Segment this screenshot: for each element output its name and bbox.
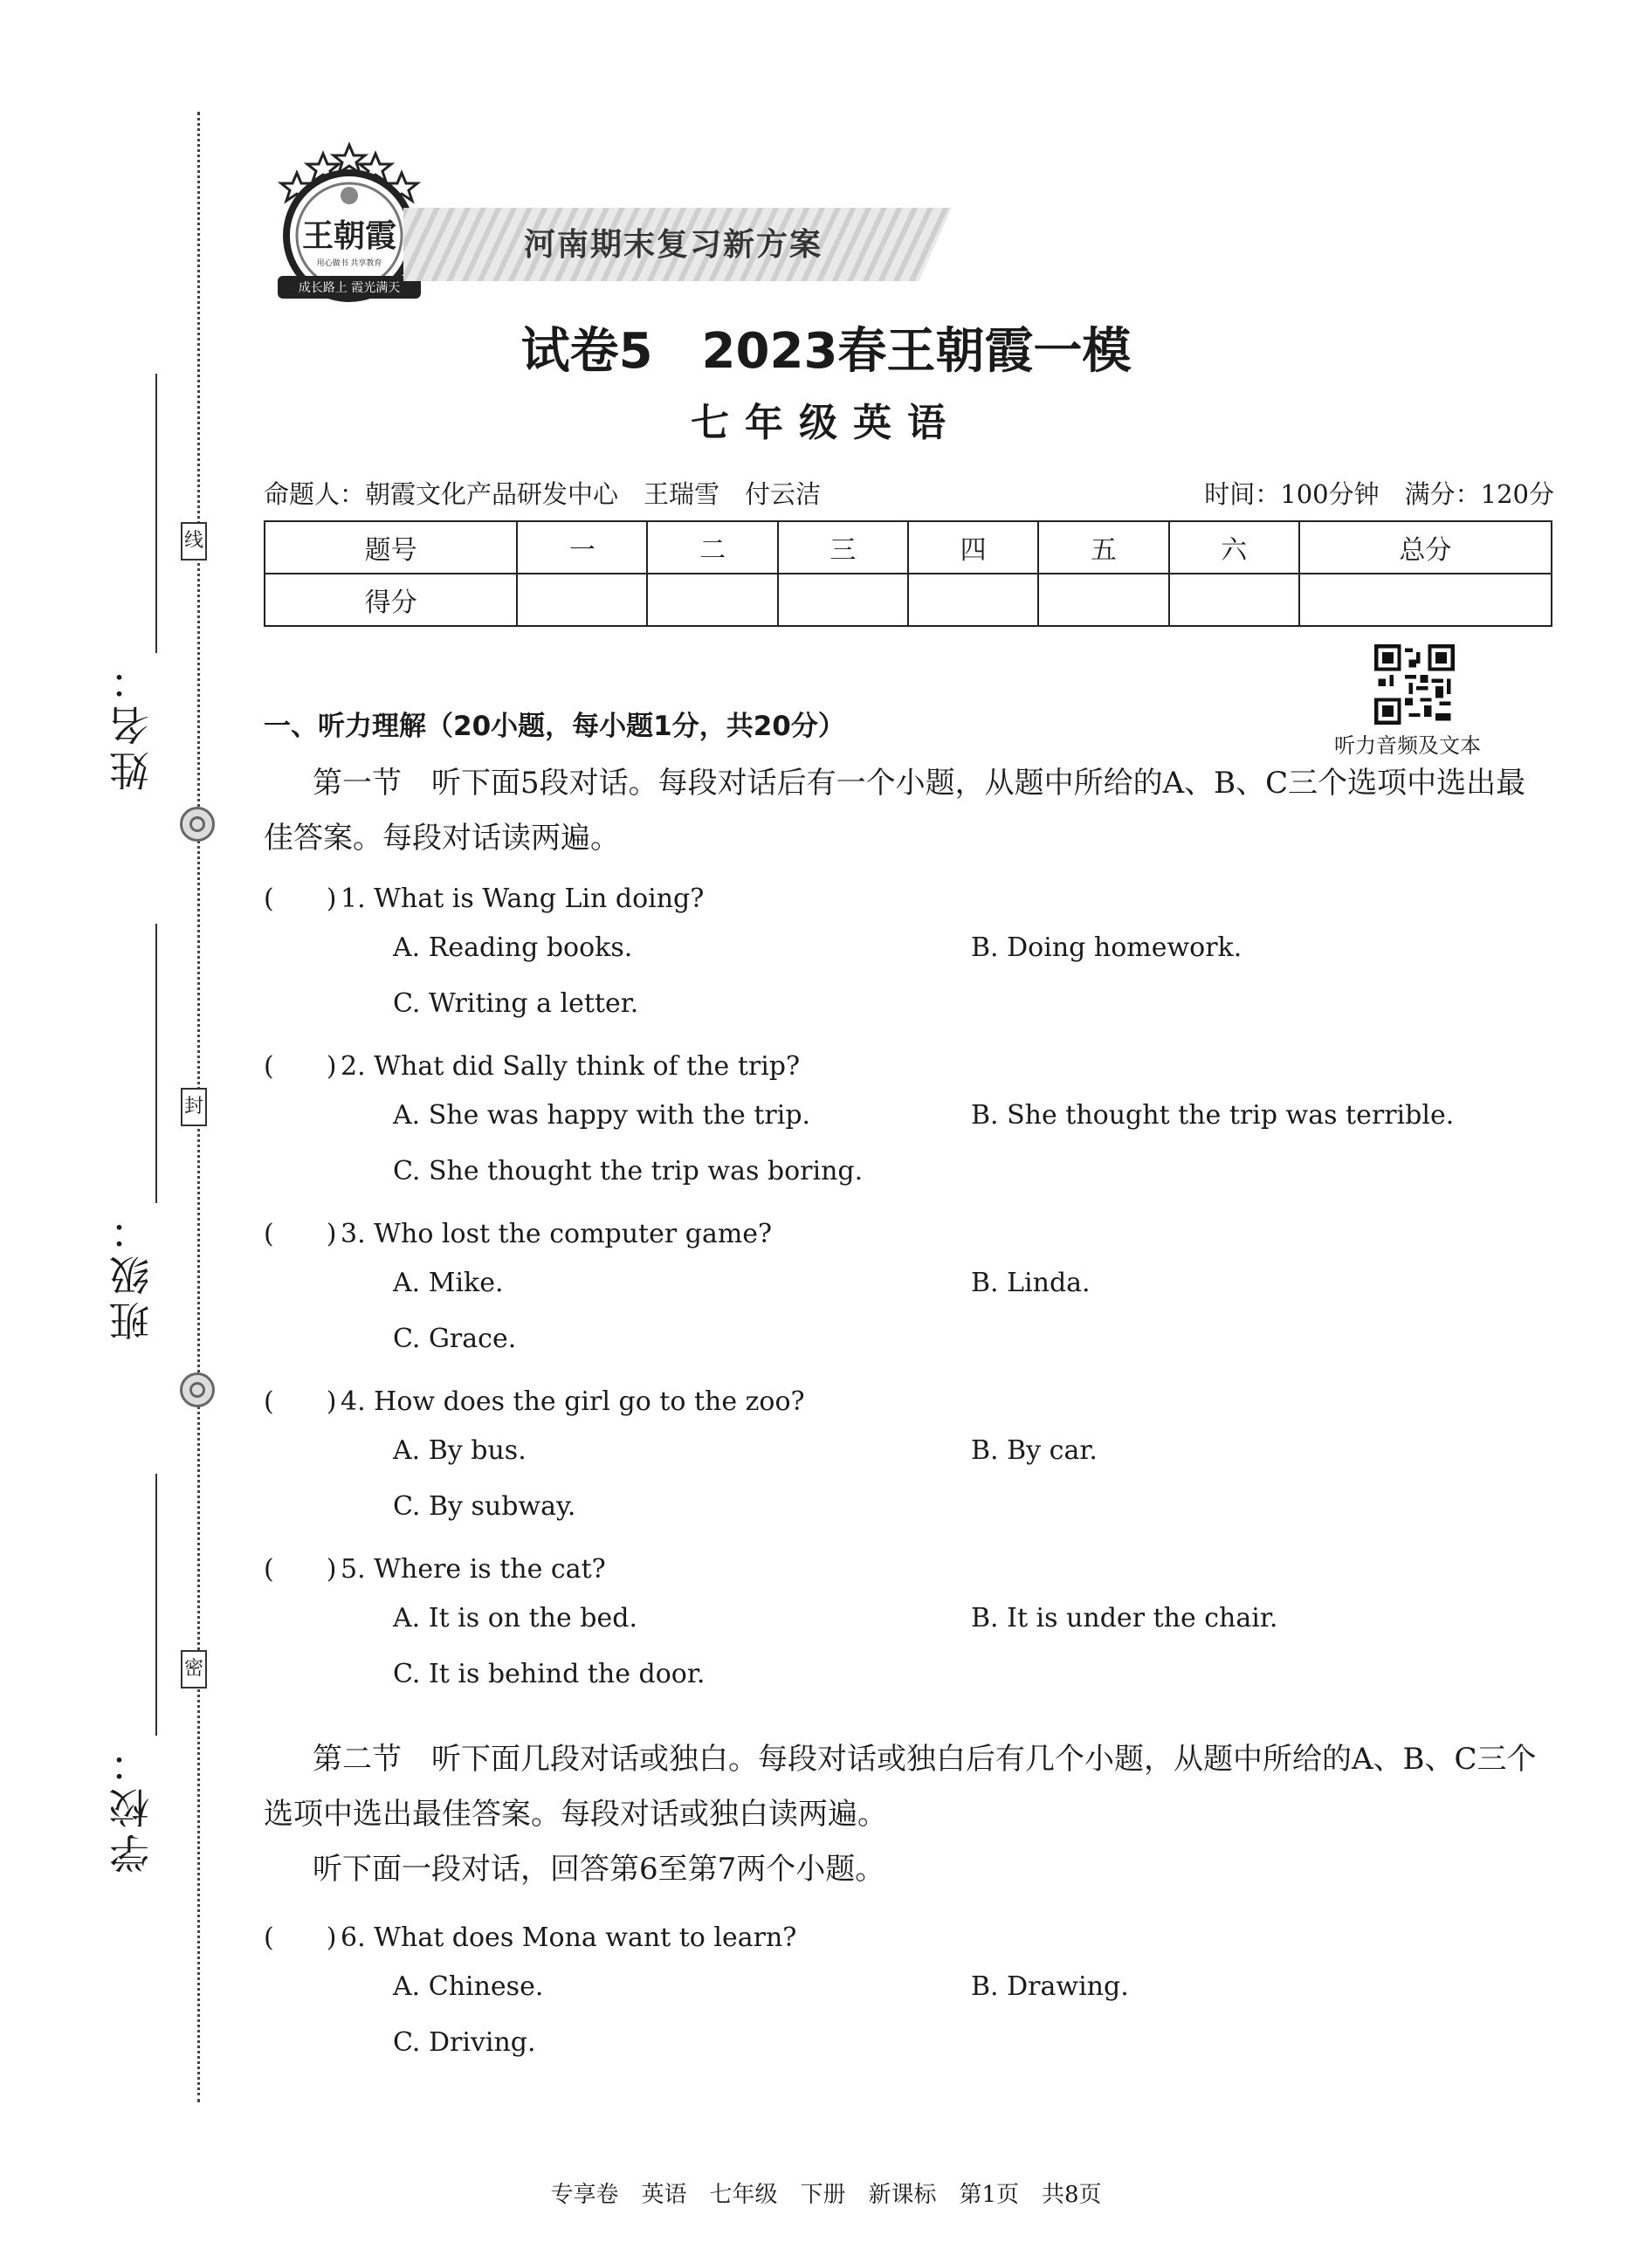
option-c[interactable]: C. It is behind the door. xyxy=(393,1659,706,1689)
svg-text:王朝霞: 王朝霞 xyxy=(301,217,397,254)
score-entry-cell[interactable] xyxy=(778,574,908,626)
class-label: 班级： xyxy=(108,1205,155,1341)
score-header-cell: 题号 xyxy=(265,521,517,574)
answer-blank[interactable]: ( ) xyxy=(264,1554,337,1585)
binding-ornament-icon xyxy=(180,807,215,842)
score-header-cell: 五 xyxy=(1038,521,1168,574)
binding-ornament-icon xyxy=(180,1372,215,1407)
school-label: 学校： xyxy=(108,1737,155,1874)
svg-text:用心做书 共享教育: 用心做书 共享教育 xyxy=(316,259,382,268)
question-6: ( ) 6. What does Mona want to learn? xyxy=(264,1915,796,1954)
score-entry-cell[interactable] xyxy=(1299,574,1552,626)
svg-text:成长路上 霞光满天: 成长路上 霞光满天 xyxy=(298,281,401,295)
option-c[interactable]: C. She thought the trip was boring. xyxy=(393,1156,864,1186)
score-entry-cell[interactable] xyxy=(517,574,647,626)
option-b[interactable]: B. Linda. xyxy=(971,1268,1091,1298)
seal-mark-secret: 密 xyxy=(181,1650,207,1688)
school-underline[interactable] xyxy=(155,1474,157,1736)
banner-text: 河南期末复习新方案 xyxy=(524,227,823,263)
answer-blank[interactable]: ( ) xyxy=(264,1386,337,1417)
score-table-score-row xyxy=(265,574,1552,626)
question-1: ( ) 1. What is Wang Lin doing? xyxy=(264,877,704,915)
score-header-cell: 总分 xyxy=(1299,521,1552,574)
part-1-instructions: 第一节 听下面5段对话。每段对话后有一个小题，从题中所给的A、B、C三个选项中选出最佳答案。每段对话读两遍。 xyxy=(264,766,1526,856)
question-4: ( ) 4. How does the girl go to the zoo? xyxy=(264,1379,805,1418)
option-b[interactable]: B. It is under the chair. xyxy=(971,1603,1278,1633)
option-a[interactable]: A. Chinese. xyxy=(393,1971,544,2002)
option-a[interactable]: A. It is on the bed. xyxy=(393,1603,637,1633)
seal-mark-line: 线 xyxy=(181,522,207,561)
question-3: ( ) 3. Who lost the computer game? xyxy=(264,1212,772,1250)
score-entry-cell[interactable] xyxy=(908,574,1038,626)
class-underline[interactable] xyxy=(155,924,157,1203)
exam-subtitle: 七年级英语 xyxy=(691,401,961,445)
answer-blank[interactable]: ( ) xyxy=(264,1051,337,1082)
question-5: ( ) 5. Where is the cat? xyxy=(264,1547,606,1585)
option-b[interactable]: B. Doing homework. xyxy=(971,932,1242,963)
answer-blank[interactable]: ( ) xyxy=(264,1922,337,1953)
option-c[interactable]: C. Grace. xyxy=(393,1324,517,1354)
option-a[interactable]: A. Reading books. xyxy=(393,932,633,963)
option-b[interactable]: B. She thought the trip was terrible. xyxy=(971,1100,1455,1131)
option-b[interactable]: B. By car. xyxy=(971,1435,1098,1466)
seal-mark-seal: 封 xyxy=(181,1088,207,1126)
score-header-cell: 一 xyxy=(517,521,647,574)
answer-blank[interactable]: ( ) xyxy=(264,1219,337,1249)
option-c[interactable]: C. By subway. xyxy=(393,1491,576,1522)
option-a[interactable]: A. Mike. xyxy=(393,1268,504,1298)
score-header-cell: 三 xyxy=(778,521,908,574)
score-header-cell: 四 xyxy=(908,521,1038,574)
part-2-instructions: 第二节 听下面几段对话或独白。每段对话或独白后有几个小题，从题中所给的A、B、C三个选项中选出最佳答案。每段对话或独白读两遍。 xyxy=(264,1742,1537,1832)
qr-code-icon[interactable] xyxy=(1374,644,1455,725)
authors: 命题人：朝霞文化产品研发中心 王瑞雪 付云洁 xyxy=(264,479,822,509)
score-table-header-row xyxy=(265,521,1552,574)
score-entry-cell[interactable] xyxy=(1169,574,1299,626)
qr-label: 听力音频及文本 xyxy=(1334,733,1481,758)
option-a[interactable]: A. By bus. xyxy=(393,1435,527,1466)
page-footer: 专享卷 英语 七年级 下册 新课标 第1页 共8页 xyxy=(550,2182,1102,2208)
option-c[interactable]: C. Writing a letter. xyxy=(393,988,639,1019)
option-a[interactable]: A. She was happy with the trip. xyxy=(393,1100,811,1131)
score-entry-cell[interactable] xyxy=(647,574,777,626)
option-c[interactable]: C. Driving. xyxy=(393,2027,536,2058)
name-label: 姓名： xyxy=(108,655,155,791)
score-header-cell: 六 xyxy=(1169,521,1299,574)
time-and-score: 时间：100分钟 满分：120分 xyxy=(1204,479,1554,509)
exam-title: 试卷5 2023春王朝霞一模 xyxy=(520,323,1132,380)
part-2-subinstruction: 听下面一段对话，回答第6至第7两个小题。 xyxy=(313,1852,885,1887)
option-b[interactable]: B. Drawing. xyxy=(971,1971,1129,2002)
answer-blank[interactable]: ( ) xyxy=(264,884,337,914)
logo-star-icon xyxy=(334,145,365,173)
score-table xyxy=(264,520,1552,627)
score-entry-cell[interactable] xyxy=(1038,574,1168,626)
section-1-title: 一、听力理解（20小题，每小题1分，共20分） xyxy=(264,711,845,742)
score-row-label: 得分 xyxy=(265,574,517,626)
question-2: ( ) 2. What did Sally think of the trip? xyxy=(264,1044,800,1083)
score-header-cell: 二 xyxy=(647,521,777,574)
